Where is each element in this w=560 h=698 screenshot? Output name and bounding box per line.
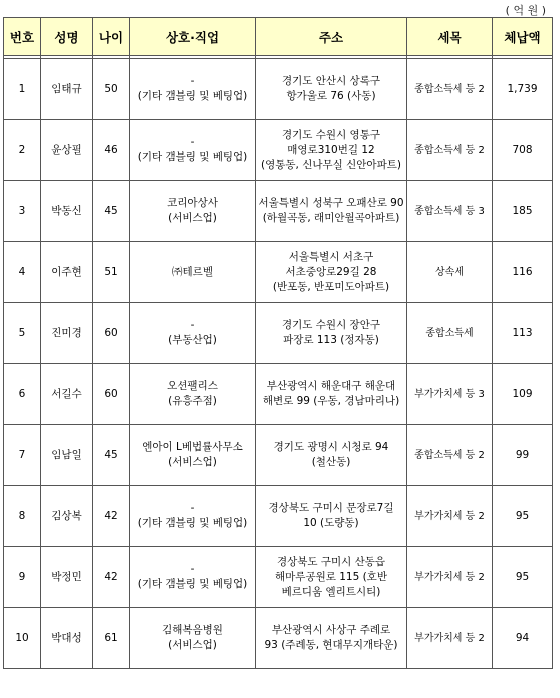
business-name-text: (서비스업) xyxy=(168,456,217,468)
taxpayer-name xyxy=(41,303,93,364)
row-number xyxy=(4,242,41,303)
tax-item-text: 부가가치세 등 2 xyxy=(414,632,485,644)
delinquent-amount xyxy=(493,486,553,547)
table-row xyxy=(4,181,553,242)
header-name: 성명 xyxy=(41,18,93,56)
taxpayer-address xyxy=(256,486,407,547)
taxpayer-name xyxy=(41,364,93,425)
business-name-text: 코리아상사 xyxy=(167,197,218,209)
taxpayer-age-text: 60 xyxy=(104,326,118,339)
taxpayer-address-text: (영통동, 신나무실 신안아파트) xyxy=(261,158,401,171)
row-number-text: 6 xyxy=(18,387,26,400)
tax-item xyxy=(407,59,493,120)
tax-item-text: 종합소득세 등 2 xyxy=(414,144,485,156)
business-name xyxy=(130,608,256,669)
taxpayer-age-text: 46 xyxy=(104,143,118,156)
business-name xyxy=(130,120,256,181)
row-number-text: 3 xyxy=(18,204,26,217)
tax-item-text: 부가가치세 등 2 xyxy=(414,571,485,583)
taxpayer-name xyxy=(41,59,93,120)
row-number xyxy=(4,486,41,547)
business-name xyxy=(130,242,256,303)
table-row xyxy=(4,425,553,486)
taxpayer-age xyxy=(93,608,130,669)
taxpayer-address xyxy=(256,608,407,669)
business-name xyxy=(130,425,256,486)
table-row xyxy=(4,547,553,608)
business-name-text: (기타 갬블링 및 베팅업) xyxy=(137,90,248,102)
taxpayer-address xyxy=(256,59,407,120)
taxpayer-address-text: 베르디움 엘리트시티) xyxy=(281,585,381,598)
tax-item xyxy=(407,242,493,303)
taxpayer-name-text: 김상복 xyxy=(51,509,82,522)
taxpayer-address-text: 매영로310번길 12 xyxy=(287,143,375,156)
delinquent-amount xyxy=(493,425,553,486)
tax-item-text: 부가가치세 등 2 xyxy=(414,510,485,522)
business-name xyxy=(130,486,256,547)
row-number-text: 1 xyxy=(18,82,26,95)
table-row xyxy=(4,303,553,364)
header-amount: 체납액 xyxy=(493,18,553,56)
taxpayer-age-text: 61 xyxy=(104,631,118,644)
business-name-text: - xyxy=(190,563,195,575)
business-name-text: (유흥주점) xyxy=(168,395,217,407)
taxpayer-age-text: 45 xyxy=(104,204,118,217)
taxpayer-address-text: 항가울로 76 (사동) xyxy=(286,90,376,102)
business-name-text: (부동산업) xyxy=(168,334,217,346)
delinquent-amount xyxy=(493,120,553,181)
taxpayer-age xyxy=(93,120,130,181)
delinquent-amount-text: 1,739 xyxy=(507,82,538,95)
business-name xyxy=(130,364,256,425)
taxpayer-age-text: 50 xyxy=(104,82,118,95)
taxpayer-age xyxy=(93,59,130,120)
delinquent-amount xyxy=(493,59,553,120)
taxpayer-age-text: 45 xyxy=(104,448,118,461)
table-row xyxy=(4,120,553,181)
business-name-text: 오션팰리스 xyxy=(167,380,218,392)
taxpayer-address-text: (하월곡동, 래미안월곡아파트) xyxy=(262,212,400,224)
delinquent-amount xyxy=(493,364,553,425)
taxpayer-name-text: 박대성 xyxy=(51,631,82,644)
taxpayer-address xyxy=(256,181,407,242)
tax-item xyxy=(407,303,493,364)
business-name-text: - xyxy=(190,319,195,331)
row-number xyxy=(4,608,41,669)
row-number-text: 2 xyxy=(18,143,26,156)
taxpayer-age xyxy=(93,425,130,486)
business-name xyxy=(130,181,256,242)
tax-item xyxy=(407,486,493,547)
delinquent-amount-text: 113 xyxy=(512,326,533,339)
taxpayer-name-text: 박동신 xyxy=(51,204,82,217)
tax-item-text: 종합소득세 등 3 xyxy=(414,205,485,217)
taxpayer-address xyxy=(256,547,407,608)
row-number xyxy=(4,364,41,425)
table-row xyxy=(4,486,553,547)
taxpayer-address-text: 파장로 113 (정자동) xyxy=(283,334,379,346)
tax-item-text: 종합소득세 등 2 xyxy=(414,83,485,95)
business-name xyxy=(130,547,256,608)
delinquent-amount-text: 94 xyxy=(515,631,530,644)
taxpayer-name-text: 윤상필 xyxy=(51,143,82,156)
tax-item xyxy=(407,181,493,242)
taxpayer-name-text: 임태규 xyxy=(51,82,82,95)
taxpayer-name xyxy=(41,547,93,608)
tax-item xyxy=(407,425,493,486)
taxpayer-address-text: 경기도 안산시 상록구 xyxy=(282,75,380,87)
delinquent-amount xyxy=(493,547,553,608)
taxpayer-address xyxy=(256,364,407,425)
row-number xyxy=(4,181,41,242)
taxpayer-address-text: 서울특별시 서초구 xyxy=(288,250,374,263)
header-no: 번호 xyxy=(4,18,41,56)
business-name xyxy=(130,303,256,364)
taxpayer-name xyxy=(41,242,93,303)
taxpayer-address-text: 해마루공원로 115 (호반 xyxy=(275,570,387,583)
taxpayer-address-text: 서울특별시 성북구 오패산로 90 xyxy=(258,197,404,209)
delinquent-amount xyxy=(493,303,553,364)
row-number-text: 5 xyxy=(18,326,26,339)
taxpayer-address-text: 부산광역시 사상구 주례로 xyxy=(271,624,391,636)
header-address: 주소 xyxy=(256,18,407,56)
row-number-text: 8 xyxy=(18,509,26,522)
taxpayer-name-text: 진미경 xyxy=(51,326,82,339)
taxpayer-age xyxy=(93,486,130,547)
tax-item xyxy=(407,120,493,181)
business-name-text: - xyxy=(190,502,195,514)
business-name-text: (기타 갬블링 및 베팅업) xyxy=(137,517,248,529)
taxpayer-address-text: 경상북도 구미시 문장로7길 xyxy=(268,502,394,514)
table-row xyxy=(4,364,553,425)
taxpayer-address-text: 경기도 광명시 시청로 94 xyxy=(273,441,389,453)
tax-item-text: 종합소득세 xyxy=(425,327,474,339)
table-row xyxy=(4,242,553,303)
tax-item-text: 종합소득세 등 2 xyxy=(414,449,485,461)
taxpayer-address-text: 93 (주례동, 현대무지개타운) xyxy=(264,639,398,651)
header-age: 나이 xyxy=(93,18,130,56)
table-row xyxy=(4,59,553,120)
row-number-text: 7 xyxy=(18,448,26,461)
taxpayer-name xyxy=(41,425,93,486)
delinquent-amount-text: 95 xyxy=(515,570,530,583)
delinquent-amount-text: 185 xyxy=(512,204,533,217)
tax-item-text: 상속세 xyxy=(435,266,464,278)
taxpayer-age-text: 60 xyxy=(104,387,118,400)
taxpayer-age xyxy=(93,547,130,608)
taxpayer-address-text: (철산동) xyxy=(311,456,351,468)
delinquent-amount-text: 95 xyxy=(515,509,530,522)
taxpayer-age xyxy=(93,364,130,425)
taxpayer-address-text: 경기도 수원시 영통구 xyxy=(282,128,380,141)
taxpayer-address-text: (반포동, 반포미도아파트) xyxy=(272,280,390,293)
delinquent-amount-text: 109 xyxy=(512,387,533,400)
taxpayer-address xyxy=(256,120,407,181)
delinquent-taxpayer-table xyxy=(3,17,553,669)
taxpayer-address-text: 부산광역시 해운대구 해운대 xyxy=(266,380,396,392)
tax-item xyxy=(407,364,493,425)
business-name-text: (서비스업) xyxy=(168,639,217,651)
taxpayer-address xyxy=(256,303,407,364)
business-name-text: (기타 갬블링 및 베팅업) xyxy=(137,151,248,163)
taxpayer-age-text: 42 xyxy=(104,570,118,583)
taxpayer-name xyxy=(41,486,93,547)
unit-label: ( 억 원 ) xyxy=(505,4,546,17)
row-number-text: 10 xyxy=(15,631,29,644)
business-name xyxy=(130,59,256,120)
header-row xyxy=(4,18,553,56)
business-name-text: (서비스업) xyxy=(168,212,217,224)
tax-item xyxy=(407,547,493,608)
taxpayer-address-text: 해변로 99 (우동, 경남마리나) xyxy=(262,395,400,407)
header-business: 상호·직업 xyxy=(130,18,256,56)
taxpayer-age-text: 51 xyxy=(104,265,118,278)
row-number xyxy=(4,120,41,181)
delinquent-amount-text: 99 xyxy=(515,448,530,461)
row-number xyxy=(4,547,41,608)
business-name-text: - xyxy=(190,136,195,148)
delinquent-amount xyxy=(493,181,553,242)
row-number-text: 9 xyxy=(18,570,26,583)
taxpayer-address-text: 경상북도 구미시 산동읍 xyxy=(276,555,386,568)
business-name-text: (기타 갬블링 및 베팅업) xyxy=(137,578,248,590)
row-number xyxy=(4,303,41,364)
taxpayer-name-text: 임남일 xyxy=(51,448,82,461)
header-tax-item: 세목 xyxy=(407,18,493,56)
taxpayer-address-text: 경기도 수원시 장안구 xyxy=(282,319,380,331)
delinquent-amount-text: 708 xyxy=(512,143,533,156)
taxpayer-name-text: 서길수 xyxy=(51,387,82,400)
taxpayer-name xyxy=(41,608,93,669)
delinquent-amount xyxy=(493,242,553,303)
taxpayer-name xyxy=(41,120,93,181)
business-name-text: 김해복음병원 xyxy=(162,624,223,636)
delinquent-amount xyxy=(493,608,553,669)
taxpayer-age xyxy=(93,181,130,242)
taxpayer-name-text: 박정민 xyxy=(51,570,82,583)
taxpayer-age xyxy=(93,303,130,364)
taxpayer-age-text: 42 xyxy=(104,509,118,522)
taxpayer-name xyxy=(41,181,93,242)
business-name-text: 엔아이 L베법률사무소 xyxy=(142,441,243,453)
taxpayer-age xyxy=(93,242,130,303)
taxpayer-address-text: 10 (도량동) xyxy=(303,517,359,529)
taxpayer-name-text: 이주현 xyxy=(51,265,82,278)
row-number xyxy=(4,59,41,120)
tax-item xyxy=(407,608,493,669)
business-name-text: - xyxy=(190,75,195,87)
row-number xyxy=(4,425,41,486)
tax-item-text: 부가가치세 등 3 xyxy=(414,388,485,400)
taxpayer-address-text: 서초중앙로29길 28 xyxy=(285,265,377,278)
row-number-text: 4 xyxy=(18,265,26,278)
delinquent-amount-text: 116 xyxy=(512,265,533,278)
taxpayer-address xyxy=(256,425,407,486)
business-name-text: ㈜테르벨 xyxy=(172,265,213,278)
table-row xyxy=(4,608,553,669)
taxpayer-address xyxy=(256,242,407,303)
